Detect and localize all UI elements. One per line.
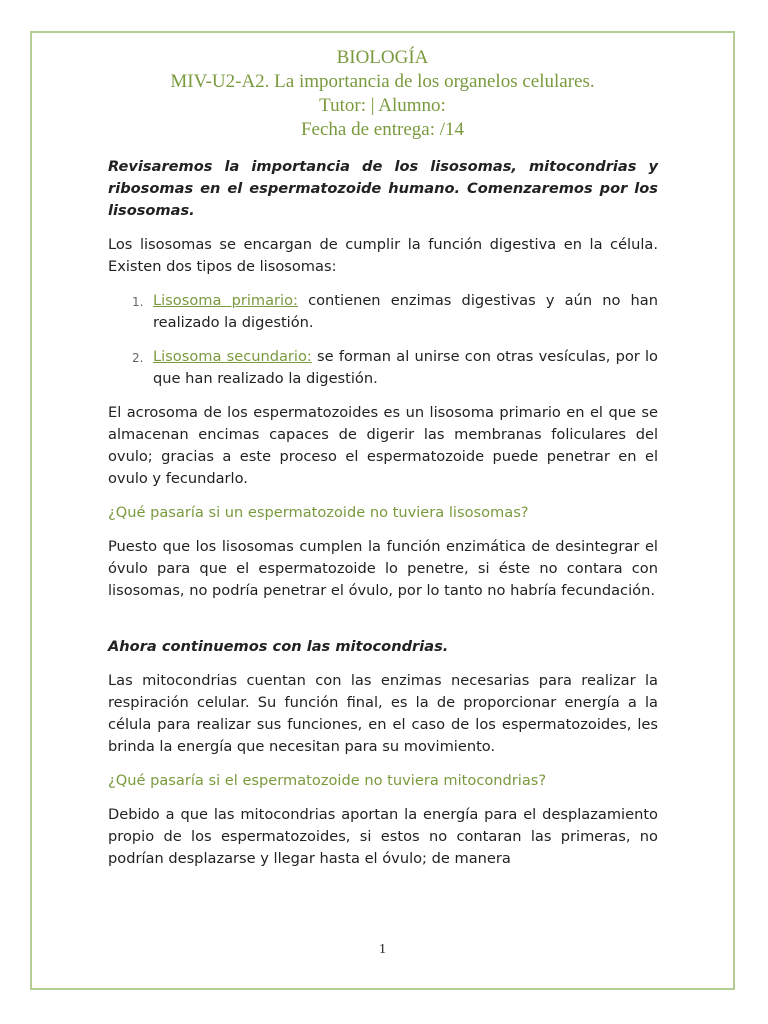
subject-title: BIOLOGÍA (336, 47, 429, 68)
list-item-text: contienen enzimas digestivas y aún no han realizado la digestión. (153, 292, 658, 331)
list-number: 1. (132, 295, 144, 309)
activity-title: MIV-U2-A2. La importancia de los organelos celulares. (170, 71, 595, 92)
term-primario: Lisosoma primario: (153, 292, 298, 309)
list-item-text: se forman al unirse con otras vesículas, por lo que han realizado la digestión. (153, 348, 658, 387)
term-secundario: Lisosoma secundario: (153, 348, 312, 365)
mitocondrias-heading: Ahora continuemos con las mitocondrias. (108, 638, 449, 655)
question-lisosomas: ¿Qué pasaría si un espermatozoide no tuviera lisosomas? (108, 504, 529, 521)
answer-mitocondrias: Debido a que las mitocondrias aportan la energía para el desplazamiento propio de los espermatozoides, si estos no contaran las primeras, no podrían desplazarse y llegar hasta el óvulo; de manera (108, 806, 658, 867)
mitocondrias-paragraph: Las mitocondrias cuentan con las enzimas necesarias para realizar la respiración celular. Su función final, es la de proporcionar energía a la célula para realizar sus funciones, en el caso de los espermatozoides, les brinda la energía que necesitan para su movimiento. (108, 672, 658, 755)
intro-paragraph: Revisaremos la importancia de los lisosomas, mitocondrias y ribosomas en el espermatozoide humano. Comenzaremos por los lisosomas. (108, 158, 658, 219)
list-item (108, 290, 658, 334)
question-mitocondrias: ¿Qué pasaría si el espermatozoide no tuviera mitocondrias? (108, 772, 547, 789)
tutor-student-line: Tutor: | Alumno: (319, 95, 446, 116)
list-item (108, 346, 658, 390)
acrosoma-paragraph: El acrosoma de los espermatozoides es un lisosoma primario en el que se almacenan encimas capaces de digerir las membranas foliculares del ovulo; gracias a este proceso el espermatozoide puede penetrar en el ovulo y fecundarlo. (108, 404, 658, 487)
section-spacer (108, 614, 658, 636)
due-date-line: Fecha de entrega: /14 (300, 119, 464, 140)
page-number: 1 (379, 942, 386, 957)
document-body (108, 156, 658, 882)
answer-lisosomas: Puesto que los lisosomas cumplen la función enzimática de desintegrar el óvulo para que el espermatozoide lo penetre, si éste no contara con lisosomas, no podría penetrar el óvulo, por lo tanto no habría fecundación. (108, 538, 658, 599)
lisosomas-paragraph: Los lisosomas se encargan de cumplir la función digestiva en la célula. Existen dos tipos de lisosomas: (108, 236, 658, 275)
document-header (30, 46, 735, 142)
list-number: 2. (132, 351, 144, 365)
lysosome-types-list (108, 290, 658, 390)
